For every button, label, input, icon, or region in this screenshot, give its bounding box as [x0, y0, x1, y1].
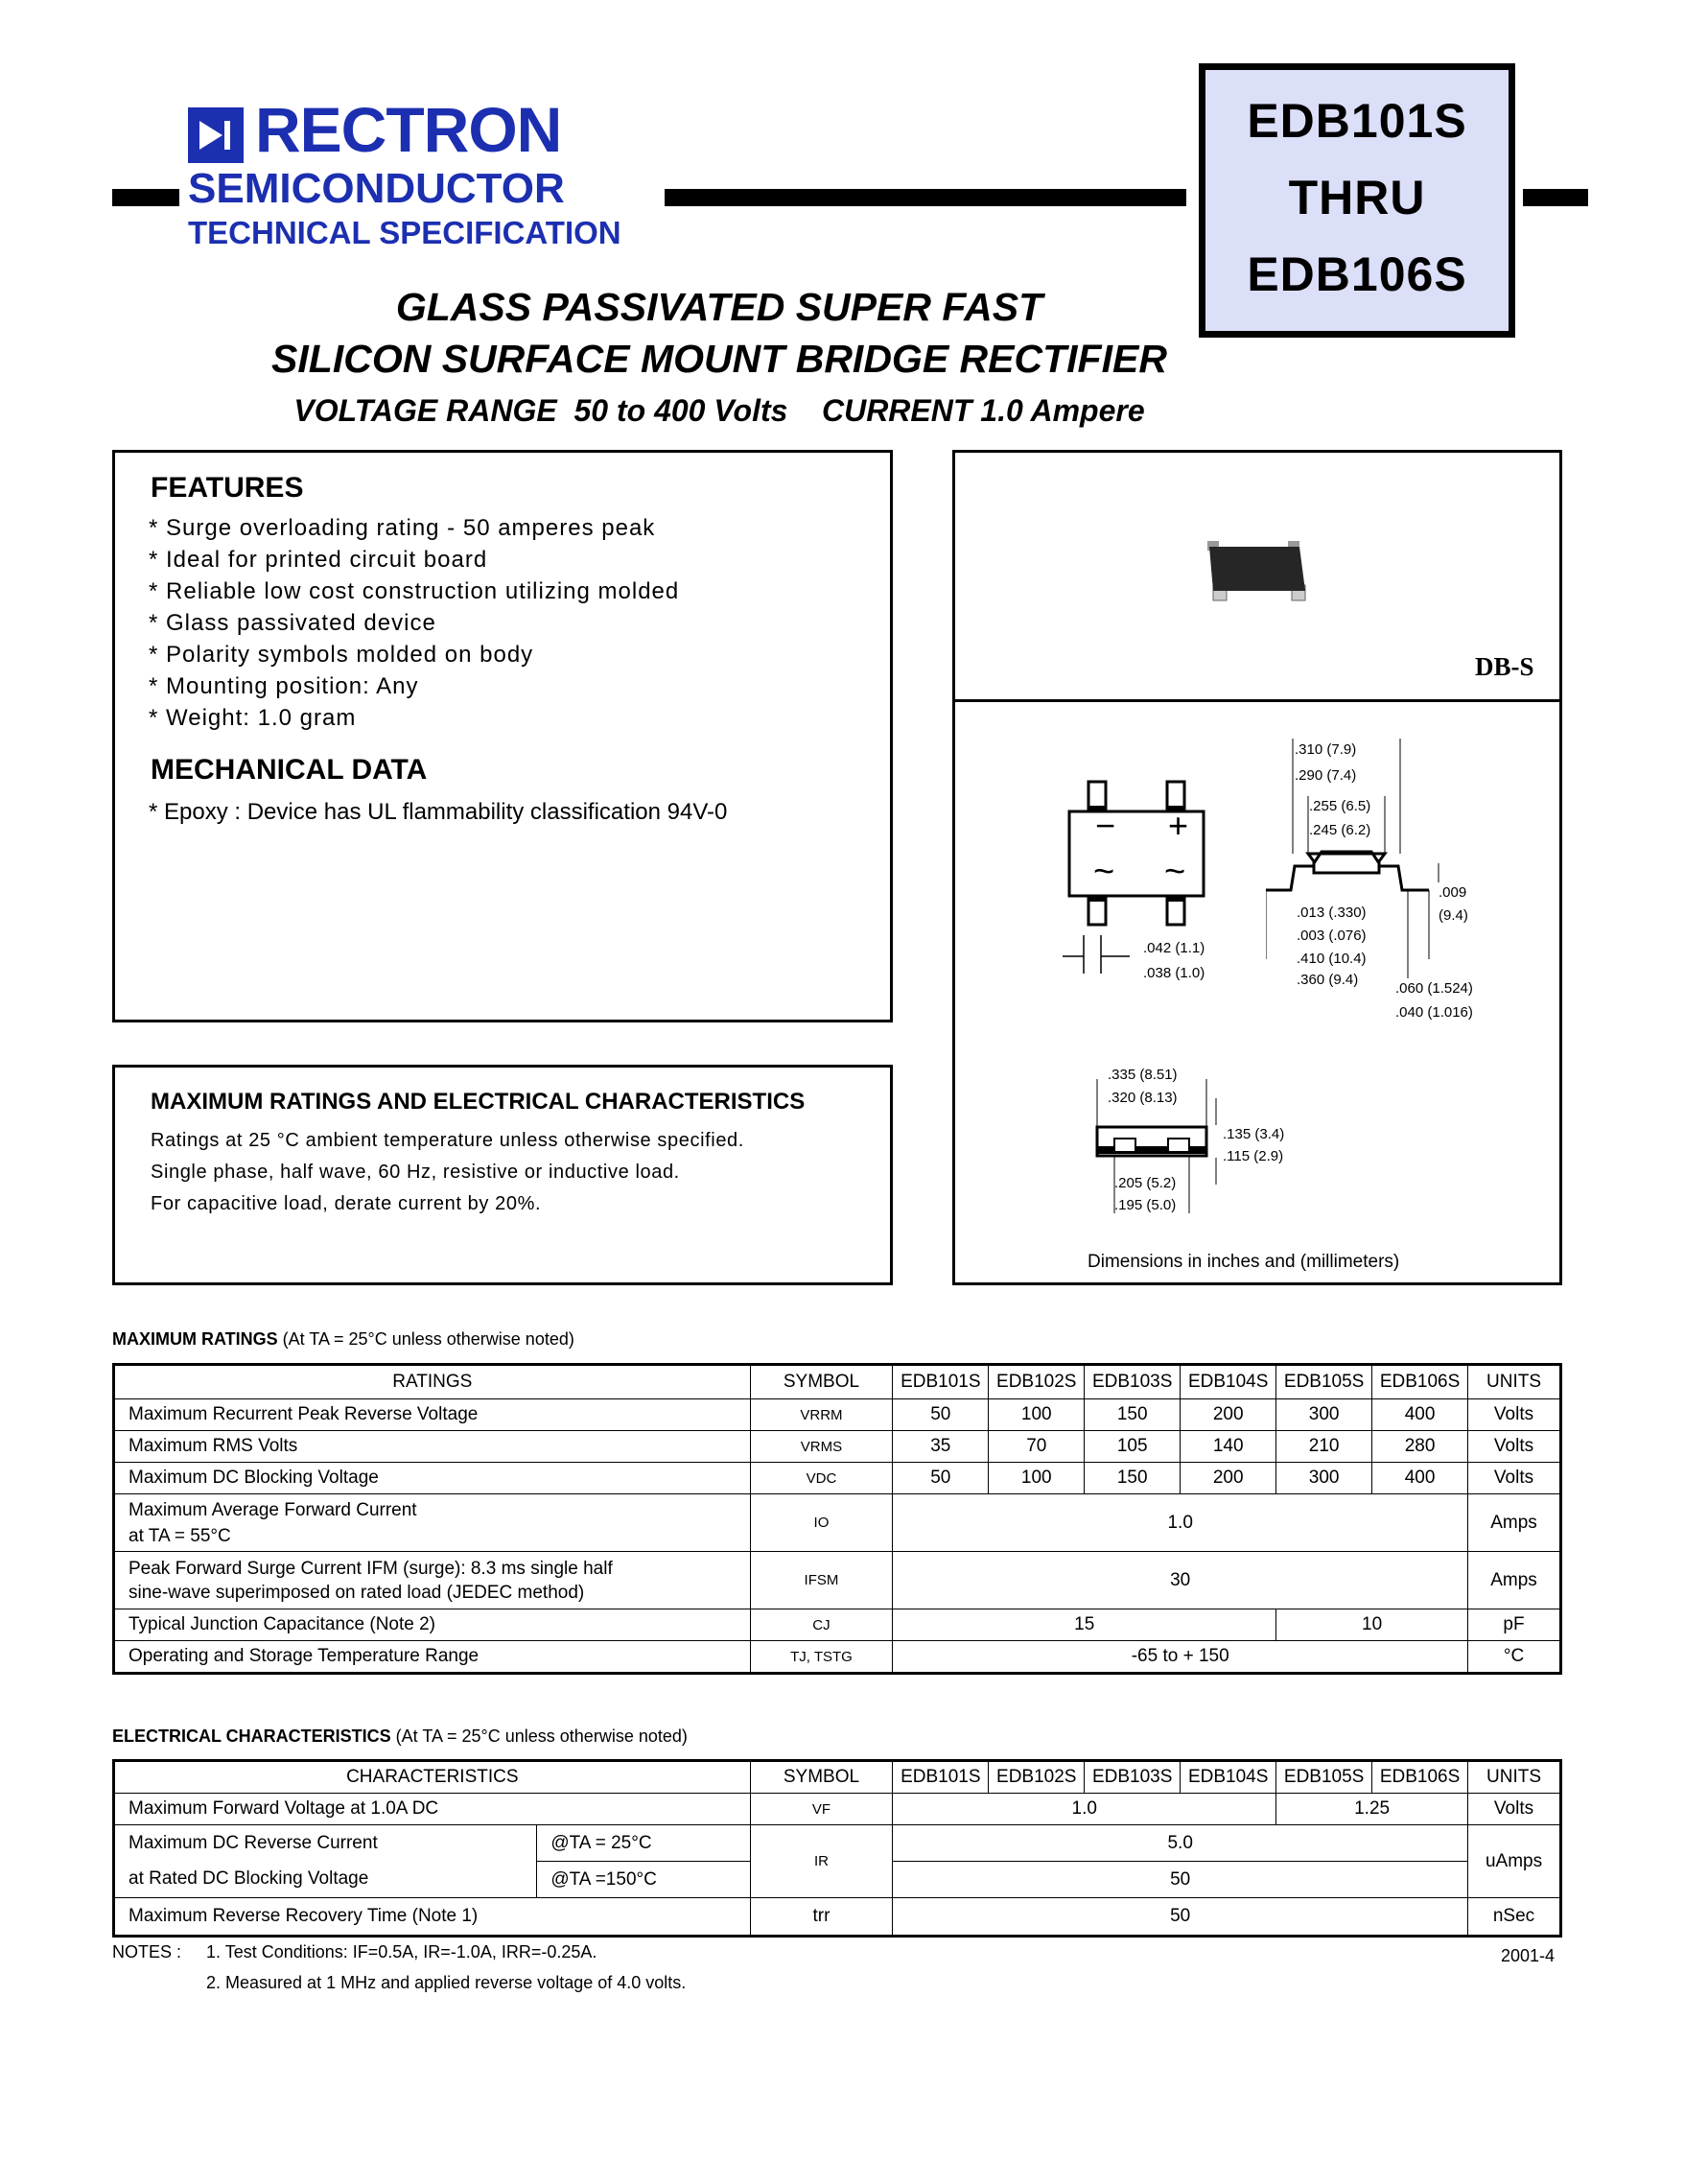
ratings-table-caption: [112, 1329, 574, 1350]
header-rule-left: [112, 189, 179, 206]
row-condition: @TA =150°C: [537, 1862, 750, 1898]
row-label: Maximum Recurrent Peak Reverse Voltage: [114, 1399, 751, 1431]
dim-lead-thick-max: .009: [1439, 884, 1467, 901]
tech-spec-label: TECHNICAL SPECIFICATION: [188, 215, 621, 250]
row-label-line: at TA = 55°C: [129, 1525, 231, 1546]
table-row: [114, 1399, 1561, 1431]
header-cell: SYMBOL: [750, 1365, 893, 1399]
row-label: Maximum DC Blocking Voltage: [114, 1463, 751, 1494]
dim-span-max: .410 (10.4): [1297, 951, 1367, 967]
row-value: 15: [893, 1609, 1276, 1641]
dim-top-width-max: .255 (6.5): [1309, 798, 1371, 814]
header-cell: EDB102S: [989, 1365, 1085, 1399]
row-unit: nSec: [1468, 1898, 1561, 1937]
header-cell: EDB104S: [1181, 1761, 1276, 1794]
pinout-diagram: [1060, 777, 1213, 930]
package-divider: [952, 699, 1562, 702]
row-label: Typical Junction Capacitance (Note 2): [114, 1609, 751, 1641]
table-row: [114, 1825, 1561, 1862]
row-value: 1.0: [893, 1794, 1276, 1825]
row-label: Maximum Forward Voltage at 1.0A DC: [114, 1794, 751, 1825]
header-cell: EDB101S: [893, 1365, 989, 1399]
brand-name: RECTRON: [255, 94, 562, 165]
max-ratings-table: [112, 1363, 1562, 1675]
table-row: [114, 1609, 1561, 1641]
row-label: Operating and Storage Temperature Range: [114, 1641, 751, 1674]
row-value: 5.0: [893, 1825, 1468, 1862]
ratings-notice-line: Single phase, half wave, 60 Hz, resistive or inductive load.: [151, 1162, 680, 1183]
header-cell: UNITS: [1468, 1761, 1561, 1794]
ratings-notice-heading: MAXIMUM RATINGS AND ELECTRICAL CHARACTERISTICS: [151, 1089, 806, 1115]
mechanical-heading: MECHANICAL DATA: [151, 754, 428, 786]
row-value: -65 to + 150: [893, 1641, 1468, 1674]
ratings-caption-bold: MAXIMUM RATINGS: [112, 1329, 278, 1349]
header-cell: EDB101S: [893, 1761, 989, 1794]
row-unit: Amps: [1468, 1552, 1561, 1609]
dim-lead-thick-min: (9.4): [1439, 907, 1468, 924]
row-symbol: VRRM: [750, 1399, 893, 1431]
row-value: 100: [989, 1399, 1085, 1431]
row-value: 400: [1372, 1463, 1468, 1494]
row-label-line: Maximum Average Forward Current: [129, 1499, 417, 1520]
row-symbol: VDC: [750, 1463, 893, 1494]
dim-pin-width-max: .042 (1.1): [1143, 940, 1205, 956]
ratings-notice-line: For capacitive load, derate current by 20%.: [151, 1193, 542, 1214]
elec-table-caption: [112, 1726, 688, 1747]
note-2: 2. Measured at 1 MHz and applied reverse voltage of 4.0 volts.: [206, 1973, 687, 1992]
title-line-2: SILICON SURFACE MOUNT BRIDGE RECTIFIER: [271, 337, 1167, 381]
header-cell: EDB102S: [989, 1761, 1085, 1794]
header-cell: EDB103S: [1085, 1761, 1181, 1794]
row-symbol: VRMS: [750, 1431, 893, 1463]
row-label: Maximum DC Reverse Current: [114, 1825, 537, 1862]
dim-foot-max: .060 (1.524): [1395, 980, 1473, 997]
ratings-notice-text: [151, 1125, 744, 1220]
row-label-line: sine-wave superimposed on rated load (JEDEC method): [129, 1582, 585, 1603]
pin-ac-label-right: ~: [1164, 852, 1186, 892]
pin-minus-label: −: [1095, 806, 1116, 845]
package-photo: [1204, 535, 1314, 612]
row-unit: Volts: [1468, 1399, 1561, 1431]
feature-item: * Weight: 1.0 gram: [149, 705, 357, 731]
row-symbol: IO: [750, 1494, 893, 1552]
dim-pitch-max: .205 (5.2): [1114, 1175, 1177, 1191]
row-symbol: IFSM: [750, 1552, 893, 1609]
header-cell: EDB106S: [1372, 1365, 1468, 1399]
dimension-caption: Dimensions in inches and (millimeters): [1088, 1252, 1400, 1272]
table-header-row: [114, 1761, 1561, 1794]
part-number-thru: THRU: [1288, 171, 1426, 224]
ratings-caption-rest: (At TA = 25°C unless otherwise noted): [277, 1329, 574, 1349]
table-row: [114, 1641, 1561, 1674]
header-cell: EDB103S: [1085, 1365, 1181, 1399]
part-number-end: EDB106S: [1247, 247, 1467, 301]
header-cell: EDB105S: [1276, 1365, 1372, 1399]
feature-item: * Reliable low cost construction utilizing molded: [149, 578, 680, 604]
row-value: 400: [1372, 1399, 1468, 1431]
electrical-table: [112, 1759, 1562, 1938]
row-value: 280: [1372, 1431, 1468, 1463]
dim-pitch-min: .195 (5.0): [1114, 1197, 1177, 1213]
elec-caption-bold: ELECTRICAL CHARACTERISTICS: [112, 1726, 391, 1746]
dim-span-min: .360 (9.4): [1297, 972, 1359, 988]
row-symbol: trr: [750, 1898, 893, 1937]
header-cell: UNITS: [1468, 1365, 1561, 1399]
table-header-row: [114, 1365, 1561, 1399]
row-value: 150: [1085, 1463, 1181, 1494]
feature-item: * Glass passivated device: [149, 610, 436, 636]
features-heading: FEATURES: [151, 472, 304, 504]
header-cell: CHARACTERISTICS: [114, 1761, 751, 1794]
dim-foot-min: .040 (1.016): [1395, 1004, 1473, 1021]
row-symbol: IR: [750, 1825, 893, 1898]
header-cell: EDB106S: [1372, 1761, 1468, 1794]
header-cell: SYMBOL: [750, 1761, 893, 1794]
row-unit: pF: [1468, 1609, 1561, 1641]
dim-height-min: .115 (2.9): [1223, 1148, 1284, 1164]
row-label: [114, 1552, 751, 1609]
pin-plus-label: +: [1168, 806, 1189, 845]
table-row: [114, 1794, 1561, 1825]
title-line-3: VOLTAGE RANGE 50 to 400 Volts CURRENT 1.0 Ampere: [293, 393, 1145, 428]
dim-body-width-max: .310 (7.9): [1295, 741, 1357, 758]
notes-label: NOTES :: [112, 1942, 182, 1961]
header-cell: RATINGS: [114, 1365, 751, 1399]
row-value: 50: [893, 1898, 1468, 1937]
rectron-logo-icon: [188, 107, 244, 163]
row-value: 70: [989, 1431, 1085, 1463]
pin-ac-label-left: ~: [1093, 852, 1115, 892]
pin-width-dim: [1063, 935, 1139, 983]
document-code: 2001-4: [1501, 1946, 1556, 1965]
feature-item: * Ideal for printed circuit board: [149, 547, 488, 573]
row-value: 30: [893, 1552, 1468, 1609]
row-value: 105: [1085, 1431, 1181, 1463]
row-value: 100: [989, 1463, 1085, 1494]
dim-body-width-min: .290 (7.4): [1295, 767, 1357, 784]
dim-standoff-min: .003 (.076): [1297, 928, 1367, 944]
part-number-start: EDB101S: [1247, 94, 1467, 148]
dim-standoff-max: .013 (.330): [1297, 904, 1367, 921]
elec-caption-rest: (At TA = 25°C unless otherwise noted): [390, 1726, 688, 1746]
row-symbol: TJ, TSTG: [750, 1641, 893, 1674]
row-label: Maximum RMS Volts: [114, 1431, 751, 1463]
row-label: at Rated DC Blocking Voltage: [114, 1862, 537, 1898]
row-label-line: Peak Forward Surge Current IFM (surge): 8.3 ms single half: [129, 1558, 613, 1579]
row-value: 200: [1181, 1399, 1276, 1431]
row-unit: °C: [1468, 1641, 1561, 1674]
row-unit: uAmps: [1468, 1825, 1561, 1898]
title-line-1: GLASS PASSIVATED SUPER FAST: [395, 285, 1043, 329]
dim-pin-width-min: .038 (1.0): [1143, 965, 1205, 981]
table-row: [114, 1494, 1561, 1552]
table-row: [114, 1463, 1561, 1494]
table-row: [114, 1552, 1561, 1609]
feature-item: * Polarity symbols molded on body: [149, 642, 534, 668]
feature-item: * Surge overloading rating - 50 amperes peak: [149, 515, 656, 541]
mechanical-item: * Epoxy : Device has UL flammability classification 94V-0: [149, 799, 728, 825]
dim-front-width-max: .335 (8.51): [1108, 1067, 1178, 1083]
features-list: [149, 512, 679, 734]
row-value: 140: [1181, 1431, 1276, 1463]
header-rule-right: [1523, 189, 1588, 206]
row-symbol: CJ: [750, 1609, 893, 1641]
row-value: 35: [893, 1431, 989, 1463]
header-cell: EDB104S: [1181, 1365, 1276, 1399]
package-name: DB-S: [1475, 652, 1534, 681]
dim-height-max: .135 (3.4): [1223, 1126, 1285, 1142]
row-value: 1.25: [1276, 1794, 1468, 1825]
row-value: 50: [893, 1463, 989, 1494]
row-unit: Volts: [1468, 1794, 1561, 1825]
row-condition: @TA = 25°C: [537, 1825, 750, 1862]
header-cell: EDB105S: [1276, 1761, 1372, 1794]
note-1: 1. Test Conditions: IF=0.5A, IR=-1.0A, IRR=-0.25A.: [206, 1942, 597, 1961]
dim-top-width-min: .245 (6.2): [1309, 822, 1371, 838]
header-rule-middle: [665, 189, 1186, 206]
row-value: 150: [1085, 1399, 1181, 1431]
table-row: [114, 1898, 1561, 1937]
row-unit: Volts: [1468, 1431, 1561, 1463]
row-label: [114, 1494, 751, 1552]
row-value: 50: [893, 1399, 989, 1431]
row-value: 10: [1276, 1609, 1468, 1641]
row-value: 50: [893, 1862, 1468, 1898]
ratings-notice-line: Ratings at 25 °C ambient temperature unless otherwise specified.: [151, 1130, 744, 1151]
brand-subtitle: SEMICONDUCTOR: [188, 165, 565, 212]
dim-front-width-min: .320 (8.13): [1108, 1090, 1178, 1106]
row-value: 210: [1276, 1431, 1372, 1463]
row-value: 300: [1276, 1463, 1372, 1494]
row-value: 1.0: [893, 1494, 1468, 1552]
row-value: 300: [1276, 1399, 1372, 1431]
row-value: 200: [1181, 1463, 1276, 1494]
row-symbol: VF: [750, 1794, 893, 1825]
row-label: Maximum Reverse Recovery Time (Note 1): [114, 1898, 751, 1937]
row-unit: Amps: [1468, 1494, 1561, 1552]
table-row: [114, 1431, 1561, 1463]
feature-item: * Mounting position: Any: [149, 673, 419, 699]
row-unit: Volts: [1468, 1463, 1561, 1494]
